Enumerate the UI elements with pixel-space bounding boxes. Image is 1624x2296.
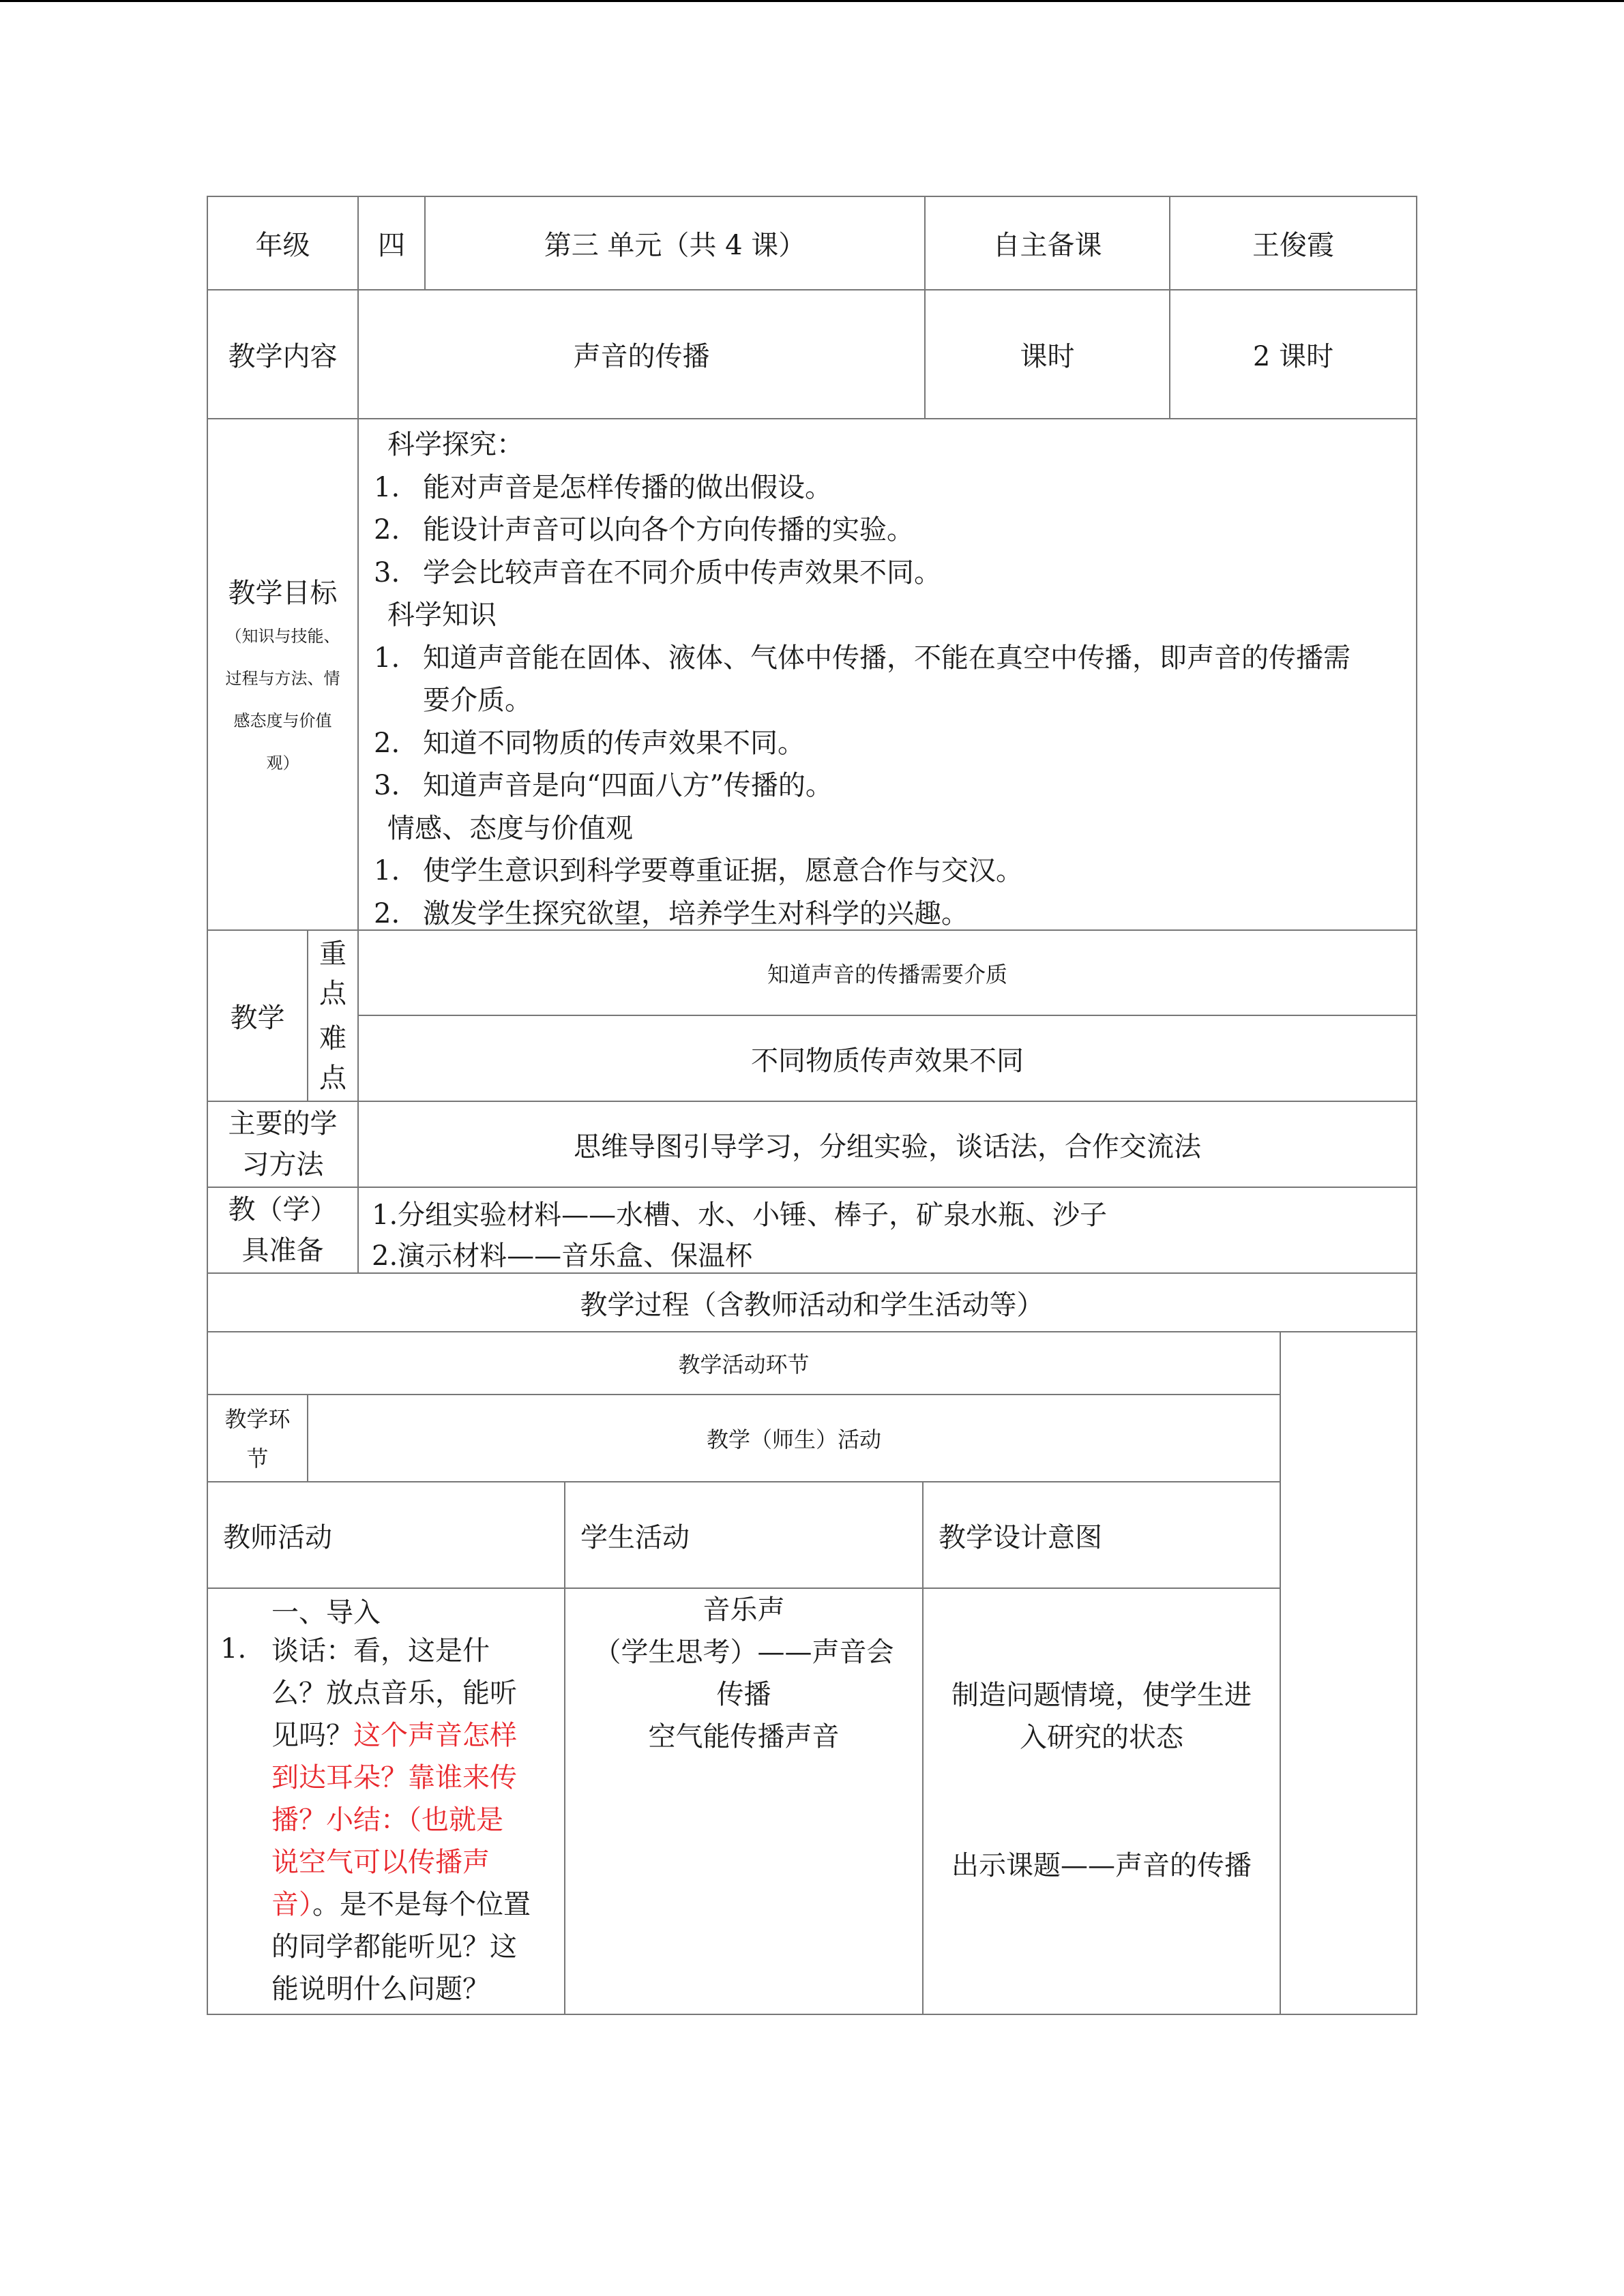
goals-heading: 情感、态度与价值观 <box>387 813 633 844</box>
text-line: 的同学都能听见？这 <box>271 1931 517 1963</box>
text-line: 见吗？这个声音怎样 <box>271 1720 517 1751</box>
activity-header: 教学（师生）活动 <box>706 1427 881 1452</box>
goals-sublabel-3: 感态度与价值 <box>233 711 332 730</box>
teacher-name: 王俊霞 <box>1252 230 1334 261</box>
list-item: 1. 使学生意识到科学要尊重证据，愿意合作与交汉。 <box>374 855 1023 886</box>
design-intent-text: 制造问题情境，使学生进 入研究的状态 <box>951 1680 1252 1753</box>
text-line: 音）。是不是每个位置 <box>271 1889 531 1920</box>
col-student-activity: 学生活动 <box>580 1521 690 1553</box>
goals-sublabel-1: （知识与技能、 <box>225 627 340 646</box>
prep-type: 自主备课 <box>992 230 1102 261</box>
prep-line-1: 1.分组实验材料——水槽、水、小锤、棒子，矿泉水瓶、沙子 <box>372 1199 1108 1231</box>
goals-heading: 科学知识 <box>387 599 497 631</box>
method-text: 思维导图引导学习，分组实验，谈话法，合作交流法 <box>574 1131 1201 1163</box>
grade-value: 四 <box>378 230 405 261</box>
col-design-intent: 教学设计意图 <box>939 1521 1102 1553</box>
hours-value: 2 课时 <box>1252 341 1334 372</box>
list-item: 2. 知道不同物质的传声效果不同。 <box>374 728 805 759</box>
goals-sublabel-2: 过程与方法、情 <box>225 669 340 688</box>
list-item-continuation: 要介质。 <box>423 685 532 716</box>
prep-line-2: 2.演示材料——音乐盒、保温杯 <box>372 1240 753 1272</box>
difficulty-label: 难 点 <box>319 1023 346 1094</box>
prep-label: 教（学） 具准备 <box>228 1194 338 1266</box>
list-item: 3. 学会比较声音在不同介质中传声效果不同。 <box>374 557 941 588</box>
text-line: 么？放点音乐，能听 <box>271 1678 517 1709</box>
text-line: 到达耳朵？靠谁来传 <box>271 1762 517 1793</box>
student-activity-text: 音乐声 （学生思考）——声音会 传播 空气能传播声音 <box>593 1594 894 1753</box>
text-line: 说空气可以传播声 <box>271 1847 490 1878</box>
list-item: 3. 知道声音是向“四面八方”传播的。 <box>374 770 833 801</box>
keypoints-label: 教学 <box>230 1002 285 1034</box>
list-item: 1. 知道声音能在固体、液体、气体中传播，不能在真空中传播，即声音的传播需 <box>374 642 1350 674</box>
text-line: 能说明什么问题？ <box>271 1973 490 2005</box>
hours-label: 课时 <box>1020 341 1075 372</box>
stage-label: 教学环 节 <box>224 1406 291 1472</box>
intro-heading: 一、导入 <box>271 1597 381 1628</box>
key-point-text: 知道声音的传播需要介质 <box>767 961 1007 987</box>
difficult-point-text: 不同物质传声效果不同 <box>751 1045 1024 1077</box>
page-top-border <box>0 0 1624 2</box>
goals-label-cell <box>208 418 357 929</box>
list-item: 2. 激发学生探究欲望，培养学生对科学的兴趣。 <box>374 898 969 929</box>
content-label: 教学内容 <box>228 341 338 372</box>
lesson-title: 声音的传播 <box>573 341 710 372</box>
goals-sublabel-4: 观） <box>266 754 299 773</box>
goals-label: 教学目标 <box>228 578 338 609</box>
teacher-activity-text <box>271 1630 531 2010</box>
design-intent-topic: 出示课题——声音的传播 <box>951 1850 1252 1881</box>
list-item: 2. 能设计声音可以向各个方向传播的实验。 <box>374 514 914 546</box>
col-teacher-activity: 教师活动 <box>223 1521 332 1553</box>
process-title: 教学过程（含教师活动和学生活动等） <box>580 1289 1044 1321</box>
text-line: 播？小结：（也就是 <box>271 1804 503 1836</box>
process-section-title: 教学活动环节 <box>678 1352 810 1377</box>
text-line: 谈话：看，这是什 <box>271 1635 490 1667</box>
key-label: 重 点 <box>319 938 346 1009</box>
grade-label: 年级 <box>255 230 310 261</box>
intro-number: 1. <box>220 1633 247 1665</box>
method-label: 主要的学 习方法 <box>228 1108 338 1180</box>
goals-heading: 科学探究： <box>387 429 524 460</box>
unit-title: 第三 单元（共 4 课） <box>544 230 806 261</box>
list-item: 1. 能对声音是怎样传播的做出假设。 <box>374 472 832 503</box>
